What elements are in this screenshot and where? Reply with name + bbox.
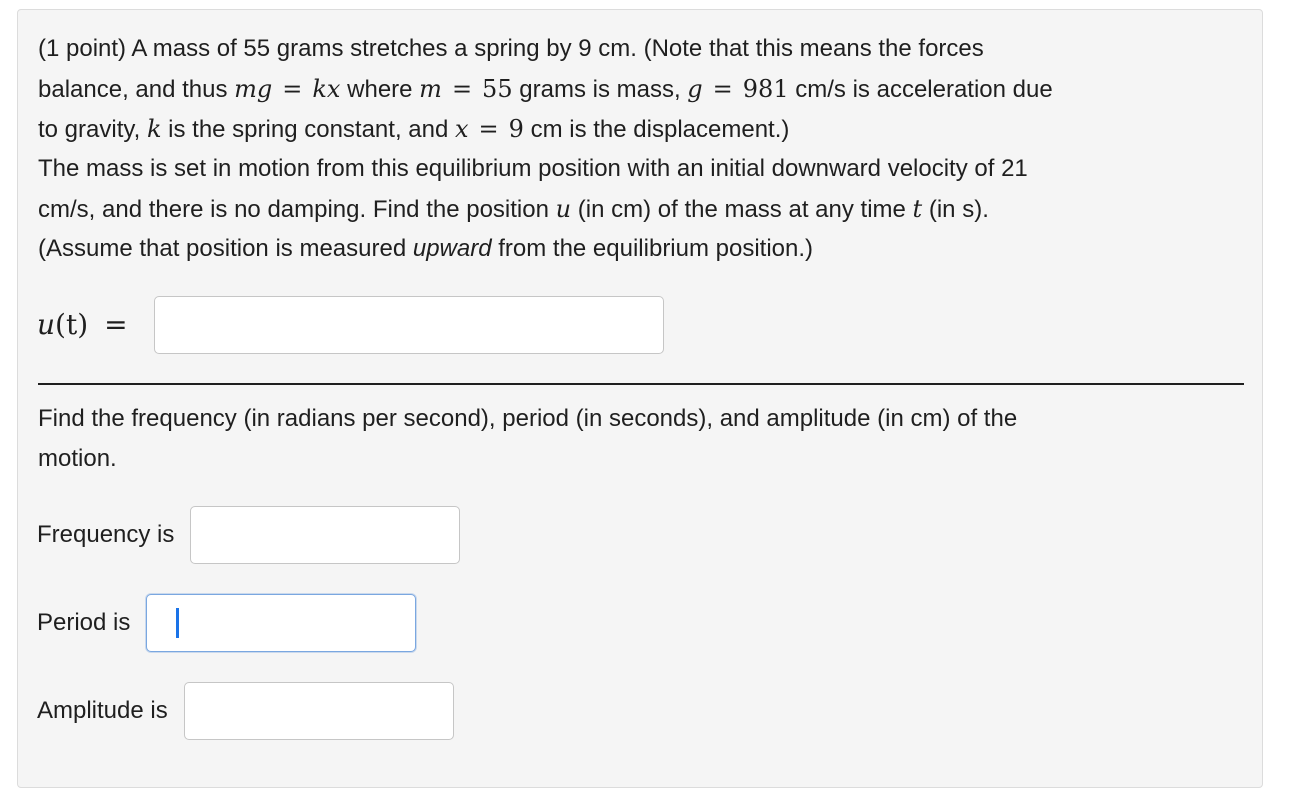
problem-text: (in cm) of the mass at any time bbox=[571, 196, 913, 223]
math-var-kx: kx bbox=[312, 75, 341, 103]
math-equals: = bbox=[478, 115, 499, 143]
problem-card bbox=[17, 9, 1263, 788]
section-divider bbox=[38, 383, 1244, 385]
math-equals: = bbox=[104, 308, 128, 341]
problem-statement-line-1 bbox=[38, 29, 1243, 69]
frequency-answer-row bbox=[37, 506, 460, 564]
math-var-g: g bbox=[687, 75, 703, 103]
frequency-input[interactable] bbox=[190, 506, 460, 564]
problem-text: (in s). bbox=[922, 196, 989, 223]
problem-text: cm/s is acceleration due bbox=[788, 76, 1053, 103]
period-label: Period is bbox=[37, 609, 131, 636]
amplitude-answer-row bbox=[37, 682, 454, 740]
math-var-k: k bbox=[146, 115, 162, 143]
frequency-label: Frequency is bbox=[37, 521, 175, 548]
math-var-m: m bbox=[419, 75, 442, 103]
emphasis-upward: upward bbox=[412, 235, 492, 262]
problem-text: is the spring constant, and bbox=[161, 116, 455, 143]
math-var-u: u bbox=[37, 308, 56, 341]
problem-text: (1 point) A mass of 55 grams stretches a spring by 9 cm. (Note that this means the forces bbox=[38, 35, 984, 62]
part2-text: motion. bbox=[38, 445, 117, 472]
problem-statement-line-3 bbox=[38, 109, 1243, 150]
math-equals: = bbox=[451, 75, 473, 103]
amplitude-label: Amplitude is bbox=[37, 697, 168, 724]
problem-text: where bbox=[340, 76, 420, 103]
problem-text: to gravity, bbox=[38, 116, 147, 143]
problem-text: cm/s, and there is no damping. Find the position bbox=[38, 196, 556, 223]
position-answer-label bbox=[37, 310, 128, 340]
math-equals: = bbox=[282, 75, 303, 103]
problem-statement-line-6 bbox=[38, 229, 1243, 269]
period-answer-row bbox=[37, 594, 416, 652]
problem-text: cm is the displacement.) bbox=[523, 116, 790, 143]
text-cursor bbox=[176, 608, 179, 638]
problem-text: balance, and thus bbox=[38, 76, 235, 103]
math-var-mg: mg bbox=[234, 75, 273, 103]
math-arg-t: (t) bbox=[55, 308, 89, 341]
math-var-x: x bbox=[455, 115, 469, 143]
math-number-displacement: 9 bbox=[508, 115, 524, 143]
part2-instructions-line-1 bbox=[38, 399, 1243, 439]
math-number-gravity: 981 bbox=[742, 75, 789, 103]
problem-text: grams is mass, bbox=[512, 76, 688, 103]
problem-text: The mass is set in motion from this equilibrium position with an initial downward velocity of 21 bbox=[38, 155, 1028, 182]
part2-text: Find the frequency (in radians per second), period (in seconds), and amplitude (in cm) of the bbox=[38, 405, 1018, 432]
problem-statement-line-4 bbox=[38, 149, 1243, 189]
position-answer-row bbox=[37, 296, 664, 354]
math-var-u: u bbox=[555, 195, 572, 223]
math-equals: = bbox=[712, 75, 733, 103]
position-answer-input[interactable] bbox=[154, 296, 664, 354]
math-var-t: t bbox=[912, 195, 923, 223]
problem-statement-line-5 bbox=[38, 189, 1243, 230]
math-number-mass: 55 bbox=[482, 75, 513, 103]
problem-statement-line-2 bbox=[38, 69, 1243, 110]
period-input[interactable] bbox=[146, 594, 416, 652]
part2-instructions-line-2 bbox=[38, 439, 1243, 479]
amplitude-input[interactable] bbox=[184, 682, 454, 740]
problem-text: (Assume that position is measured bbox=[38, 235, 413, 262]
problem-text: from the equilibrium position.) bbox=[491, 235, 814, 262]
